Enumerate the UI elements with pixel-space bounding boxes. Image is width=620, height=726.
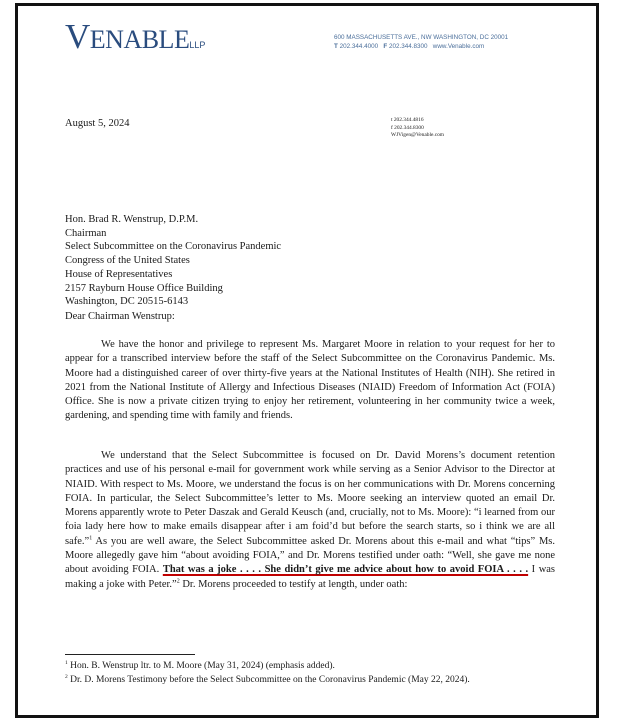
highlighted-quote: That was a joke . . . . She didn’t give me advice about how to avoid FOIA . . . . xyxy=(162,564,529,576)
footnote-2: $^2$ Dr. D. Morens Testimony before the Select Subcommittee on the Coronavirus Pandemic (May 22, 2024). xyxy=(65,673,470,685)
venable-logo: VENABLELLP xyxy=(65,17,206,56)
letterhead-address xyxy=(334,34,508,51)
logo-llp: LLP xyxy=(189,40,206,50)
salutation: Dear Chairman Wenstrup: xyxy=(65,311,175,322)
letter-page xyxy=(15,3,599,718)
footnote-1: $^1$ Hon. B. Wenstrup ltr. to M. Moore (May 31, 2024) (emphasis added). xyxy=(65,659,335,671)
body-paragraph-2: We understand that the Select Subcommittee is focused on Dr. David Morens’s document retention practices and use of his personal e-mail for government work while serving as a Senior Advisor to the Director at NIAID. With respect to Ms. Moore, we understand the focus is on her communications with Dr. Morens concerning FOIA. In particular, the Select Subcommittee’s letter to Ms. Moore seeking an interview quoted an email Dr. Morens apparently wrote to Peter Daszak and Gerald Keusch (and, crucially, not to Ms. Moore): “i learned from our foia lady here how to make emails disappear after i am foid’d but before the search starts, so i think we are all safe.”$^1$ As you are well aware, the Select Subcommittee asked Dr. Morens about this e-mail and what “tips” Ms. Moore allegedly gave him “about avoiding FOIA,” and Dr. Morens testified under oath: “Well, she gave me none about avoiding FOIA. That was a joke . . . . She didn’t give me advice about how to avoid FOIA . . . . I was making a joke with Peter.”$^2$ Dr. Morens proceeded to testify at length, under oath: xyxy=(65,450,556,590)
letter-date: August 5, 2024 xyxy=(65,118,130,129)
sender-contact: t 202.344.4816 f 202.344.8300 WJVigen@Venable.com xyxy=(391,117,444,138)
footnote-ref-2: 2 xyxy=(176,578,180,585)
sender-email[interactable]: WJVigen@Venable.com xyxy=(391,132,444,138)
phone-line: T 202.344.4000 F 202.344.8300 www.Venable.com xyxy=(334,42,485,50)
footnote-divider xyxy=(65,654,195,655)
website-link[interactable]: www.Venable.com xyxy=(432,42,485,50)
address-line: 600 MASSACHUSETTS AVE., NW WASHINGTON, DC 20001 xyxy=(334,34,509,41)
footnotes xyxy=(65,660,555,688)
body-paragraph-1: We have the honor and privilege to represent Ms. Margaret Moore in relation to your request for her to appear for a transcribed interview before the staff of the Select Subcommittee on the Coronavirus Pandemic. Ms. Moore had a distinguished career of over thirty-five years at the National Institutes of Health (NIH). She retired in 2021 from the National Institute of Allergy and Infectious Diseases (NIAID) Freedom of Information Act (FOIA) Office. She is now a private citizen trying to enjoy her retirement, volunteering in her community twice a week, gardening, and spending time with family and friends. xyxy=(65,339,555,422)
addressee-block: Hon. Brad R. Wenstrup, D.P.M. Chairman Select Subcommittee on the Coronavirus Pandemic Congress of the United States House of Representatives 2157 Rayburn House Office Building Washington, DC 20515-6143 xyxy=(65,214,282,308)
footnote-ref-1: 1 xyxy=(89,535,93,542)
